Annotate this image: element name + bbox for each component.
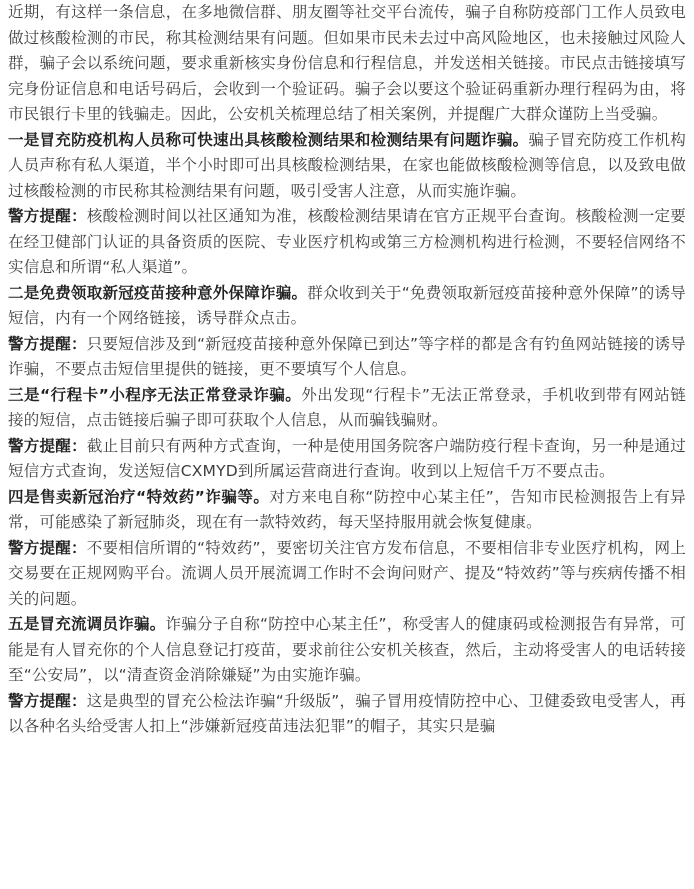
section-1-alert-label: 警方提醒：	[8, 207, 87, 225]
section-1-body: 骗子冒充防疫工作机构人员声称有私人渠道，半个小时即可出具核酸检测结果，在家也能做核酸检测等信息，以及致电做过核酸检测的市民称其检测结果有问题，吸引受害人注意，从而实施诈骗。	[8, 130, 686, 200]
section-3-paragraph	[8, 383, 686, 434]
section-3-alert-label: 警方提醒：	[8, 436, 87, 455]
section-4-title: 四是售卖新冠治疗“特效药”诈骗等。	[8, 487, 270, 506]
intro-paragraph: 近期，有这样一条信息，在多地微信群、朋友圈等社交平台流传，骗子自称防疫部门工作人员致电做过核酸检测的市民，称其检测结果有问题。但如果市民未去过中高风险地区，也未接触过风险人群，骗子会以系统问题，要求重新核实身份信息和行程信息，并发送相关链接。市民点击链接填写完身份证信息和电话号码后，会收到一个验证码。骗子会以要这个验证码重新办理行程码为由，将市民银行卡里的钱骗走。因此，公安机关梳理总结了相关案例，并提醒广大群众谨防上当受骗。	[8, 3, 686, 123]
section-5-alert	[8, 689, 686, 740]
section-3-alert-body: 截止目前只有两种方式查询，一种是使用国务院客户端防疫行程卡查询，另一种是通过短信方式查询，发送短信CXMYD到所属运营商进行查询。收到以上短信千万不要点击。	[8, 436, 686, 480]
section-4-alert-label: 警方提醒：	[8, 538, 87, 557]
section-2-alert-label: 警方提醒：	[8, 334, 87, 353]
section-1-paragraph	[8, 128, 686, 205]
section-2-paragraph	[8, 281, 686, 332]
section-4-paragraph	[8, 485, 686, 536]
section-5-alert-body: 这是典型的冒充公检法诈骗“升级版”，骗子冒用疫情防控中心、卫健委致电受害人，再以各种名头给受害人扣上“涉嫌新冠疫苗违法犯罪”的帽子，其实只是骗	[8, 691, 686, 735]
section-1-alert	[8, 204, 686, 281]
section-2-alert-body: 只要短信涉及到“新冠疫苗接种意外保障已到达”等字样的都是含有钓鱼网站链接的诱导诈骗，不要点击短信里提供的链接，更不要填写个人信息。	[8, 334, 686, 378]
section-1-alert-body: 核酸检测时间以社区通知为准，核酸检测结果请在官方正规平台查询。核酸检测一定要在经卫健部门认证的具备资质的医院、专业医疗机构或第三方检测机构进行检测，不要轻信网络不实信息和所谓“私人渠道”。	[8, 207, 686, 276]
section-5-body: 诈骗分子自称“防控中心某主任”，称受害人的健康码或检测报告有异常，可能是有人冒充你的个人信息登记打疫苗，要求前往公安机关核查，然后，主动将受害人的电话转接至“公安局”，以“清查资金消除嫌疑”为由实施诈骗。	[8, 615, 686, 684]
section-5-alert-label: 警方提醒：	[8, 691, 87, 710]
section-5-title: 五是冒充流调员诈骗。	[8, 615, 166, 633]
section-1-title: 一是冒充防疫机构人员称可快速出具核酸检测结果和检测结果有问题诈骗。	[8, 130, 529, 149]
section-4-alert	[8, 536, 686, 613]
section-4-body: 对方来电自称“防控中心某主任”，告知市民检测报告上有异常，可能感染了新冠肺炎，现在有一款特效药，每天坚持服用就会恢复健康。	[8, 487, 686, 531]
section-2-body: 群众收到关于“免费领取新冠疫苗接种意外保障”的诱导短信，内有一个网络链接，诱导群众点击。	[8, 283, 686, 327]
section-4-alert-body: 不要相信所谓的“特效药”，要密切关注官方发布信息，不要相信非专业医疗机构，网上交易要在正规网购平台。流调人员开展流调工作时不会询问财产、提及“特效药”等与疾病传播不相关的问题。	[8, 538, 686, 608]
section-2-alert	[8, 332, 686, 383]
section-2-title: 二是免费领取新冠疫苗接种意外保障诈骗。	[8, 283, 308, 302]
section-3-alert	[8, 434, 686, 485]
section-5-paragraph	[8, 612, 686, 689]
section-3-body: 外出发现“行程卡”无法正常登录，手机收到带有网站链接的短信，点击链接后骗子即可获取个人信息，从而骗钱骗财。	[8, 385, 686, 429]
section-3-title: 三是“行程卡”小程序无法正常登录诈骗。	[8, 385, 302, 404]
